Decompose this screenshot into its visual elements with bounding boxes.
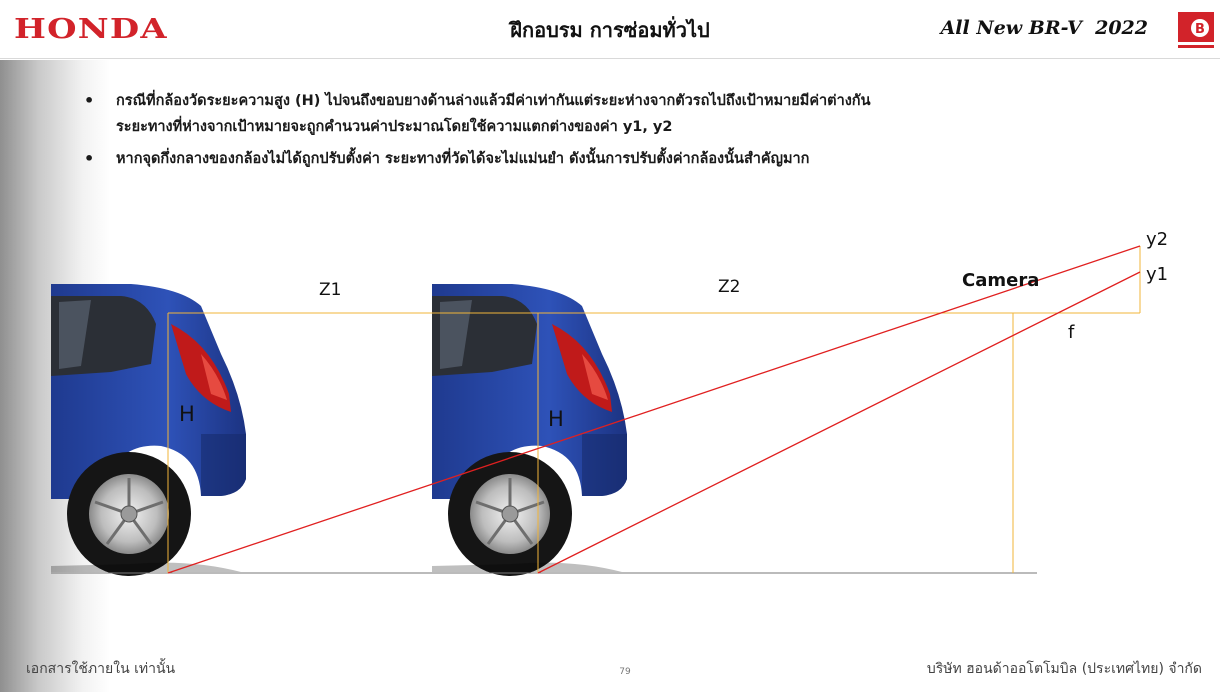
car-1-image <box>51 284 246 576</box>
bullet-dot: • <box>84 149 95 168</box>
model-name: All New BR-V 2022 <box>940 17 1148 39</box>
footer-company: บริษัท ฮอนด้าออโตโมบิล (ประเทศไทย) จำกัด <box>926 661 1202 677</box>
bullet-dot: • <box>84 91 95 110</box>
bullet-2-line-1: หากจุดกึ่งกลางของกล้องไม่ได้ถูกปรับตั้งค่า ระยะทางที่วัดได้จะไม่แม่นยำ ดังนั้นการปรับตั้งค่ากล้องนั้นสำคัญมาก <box>116 151 810 167</box>
label-h-car-2: H <box>548 407 564 431</box>
ray-line-z2 <box>538 272 1140 573</box>
page-number: 79 <box>619 667 631 677</box>
footer-internal-use: เอกสารใช้ภายใน เท่านั้น <box>26 661 176 677</box>
ray-line-z1 <box>168 246 1140 573</box>
bullet-1-line-2: ระยะทางที่ห่างจากเป้าหมายจะถูกคำนวนค่าประมาณโดยใช้ความแตกต่างของค่า y1, y2 <box>116 119 673 135</box>
slide-title: ฝึกอบรม การซ่อมทั่วไป <box>510 18 710 42</box>
label-y2: y2 <box>1146 229 1169 250</box>
label-camera: Camera <box>962 270 1040 291</box>
label-z1: Z1 <box>319 280 342 300</box>
label-z2: Z2 <box>718 277 741 297</box>
honda-logo: HONDA <box>14 14 168 45</box>
label-y1: y1 <box>1146 264 1169 285</box>
brand-mark-letter: B <box>1195 22 1205 37</box>
bullet-1-line-1: กรณีที่กล้องวัดระยะความสูง (H) ไปจนถึงขอบยางด้านล่างแล้วมีค่าเท่ากันแต่ระยะห่างจากตัวรถไปถึงเป้าหมายมีค่าต่างกัน <box>116 93 871 109</box>
label-h-car-1: H <box>179 402 195 426</box>
car-2-image <box>432 284 627 576</box>
label-f: f <box>1068 322 1075 343</box>
